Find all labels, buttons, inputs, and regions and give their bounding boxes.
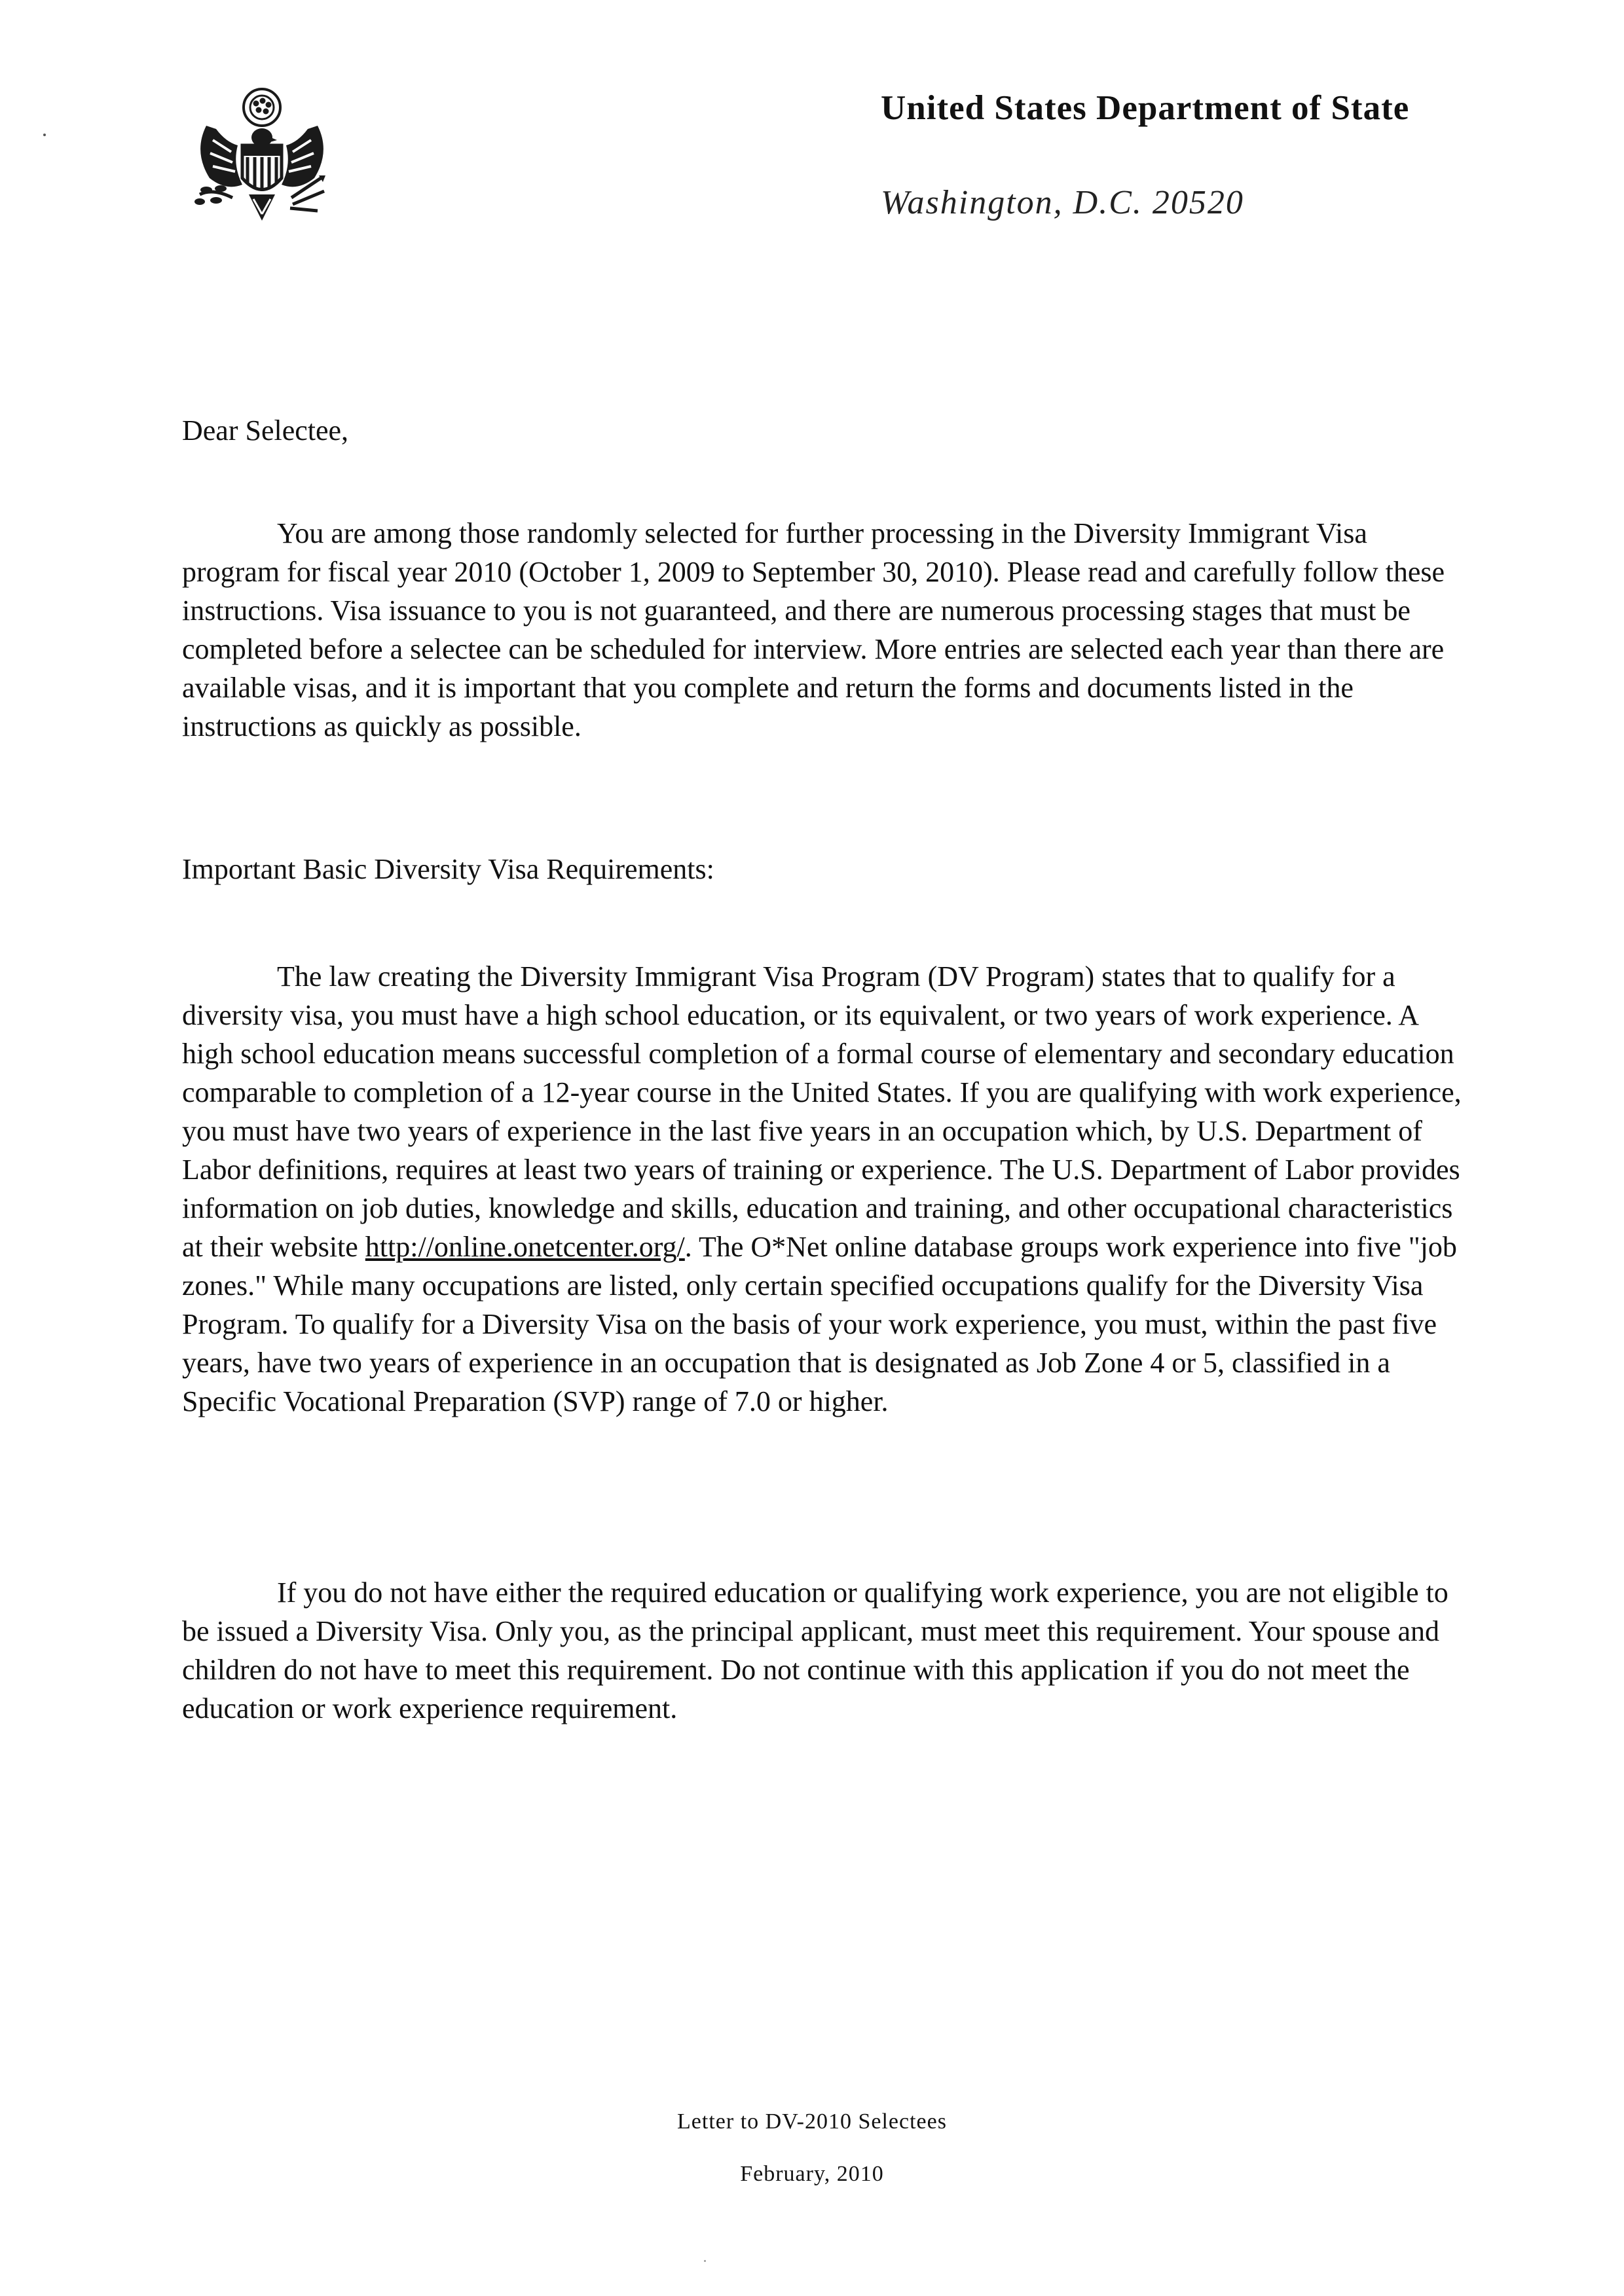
letterhead-title: United States Department of State xyxy=(881,89,1410,127)
scan-speck xyxy=(43,134,46,136)
intro-paragraph: You are among those randomly selected for further processing in the Diversity Immigrant Visa program for fiscal year 2010 (October 1, 2009 to September 30, 2010). Please read and carefully follow these instructions. Visa issuance to you is not guaranteed, and there are numerous processing stages that must be completed before a selectee can be scheduled for interview. More entries are selected each year than there are available visas, and it is important that you complete and return the forms and documents listed in the instructions as quickly as possible. xyxy=(182,517,1445,742)
scan-speck xyxy=(704,2260,706,2262)
salutation: Dear Selectee, xyxy=(182,414,349,446)
eligibility-paragraph: If you do not have either the required education or qualifying work experience, you are not eligible to be issued a Diversity Visa. Only you, as the principal applicant, must meet this requirement. Your spouse and children do not have to meet this requirement. Do not continue with this application if you do not meet the education or work experience requirement. xyxy=(182,1576,1449,1724)
onet-website-link[interactable]: http://online.onetcenter.org/ xyxy=(365,1231,685,1263)
footer-date: February, 2010 xyxy=(740,2162,884,2186)
requirements-text-after-link: . The O*Net online database groups work experience into five "job zones." While many occupations are listed, only certain specified occupations qualify for the Diversity Visa Program. To qualify for a Diversity Visa on the basis of your work experience, you must, within the past five years, have two years of experience in an occupation that is designated as Job Zone 4 or 5, classified in a Specific Vocational Preparation (SVP) range of 7.0 or higher. xyxy=(182,1231,1457,1417)
letterhead-address: Washington, D.C. 20520 xyxy=(881,184,1244,221)
requirements-text-before-link: The law creating the Diversity Immigrant Visa Program (DV Program) states that to qualify for a diversity visa, you must have a high school education, or its equivalent, or two years of work experience. A high school education means successful completion of a formal course of elementary and secondary education comparable to completion of a 12-year course in the United States. If you are qualifying with work experience, you must have two years of experience in the last five years in an occupation which, by U.S. Department of Labor definitions, requires at least two years of training or experience. The U.S. Department of Labor provides information on job duties, knowledge and skills, education and training, and other occupational characteristics at their website xyxy=(182,960,1462,1263)
section-heading: Important Basic Diversity Visa Requirements: xyxy=(182,853,714,885)
footer-letter-title: Letter to DV-2010 Selectees xyxy=(677,2109,947,2134)
requirements-paragraph xyxy=(182,957,1466,1421)
great-seal-eagle-icon xyxy=(180,80,337,237)
